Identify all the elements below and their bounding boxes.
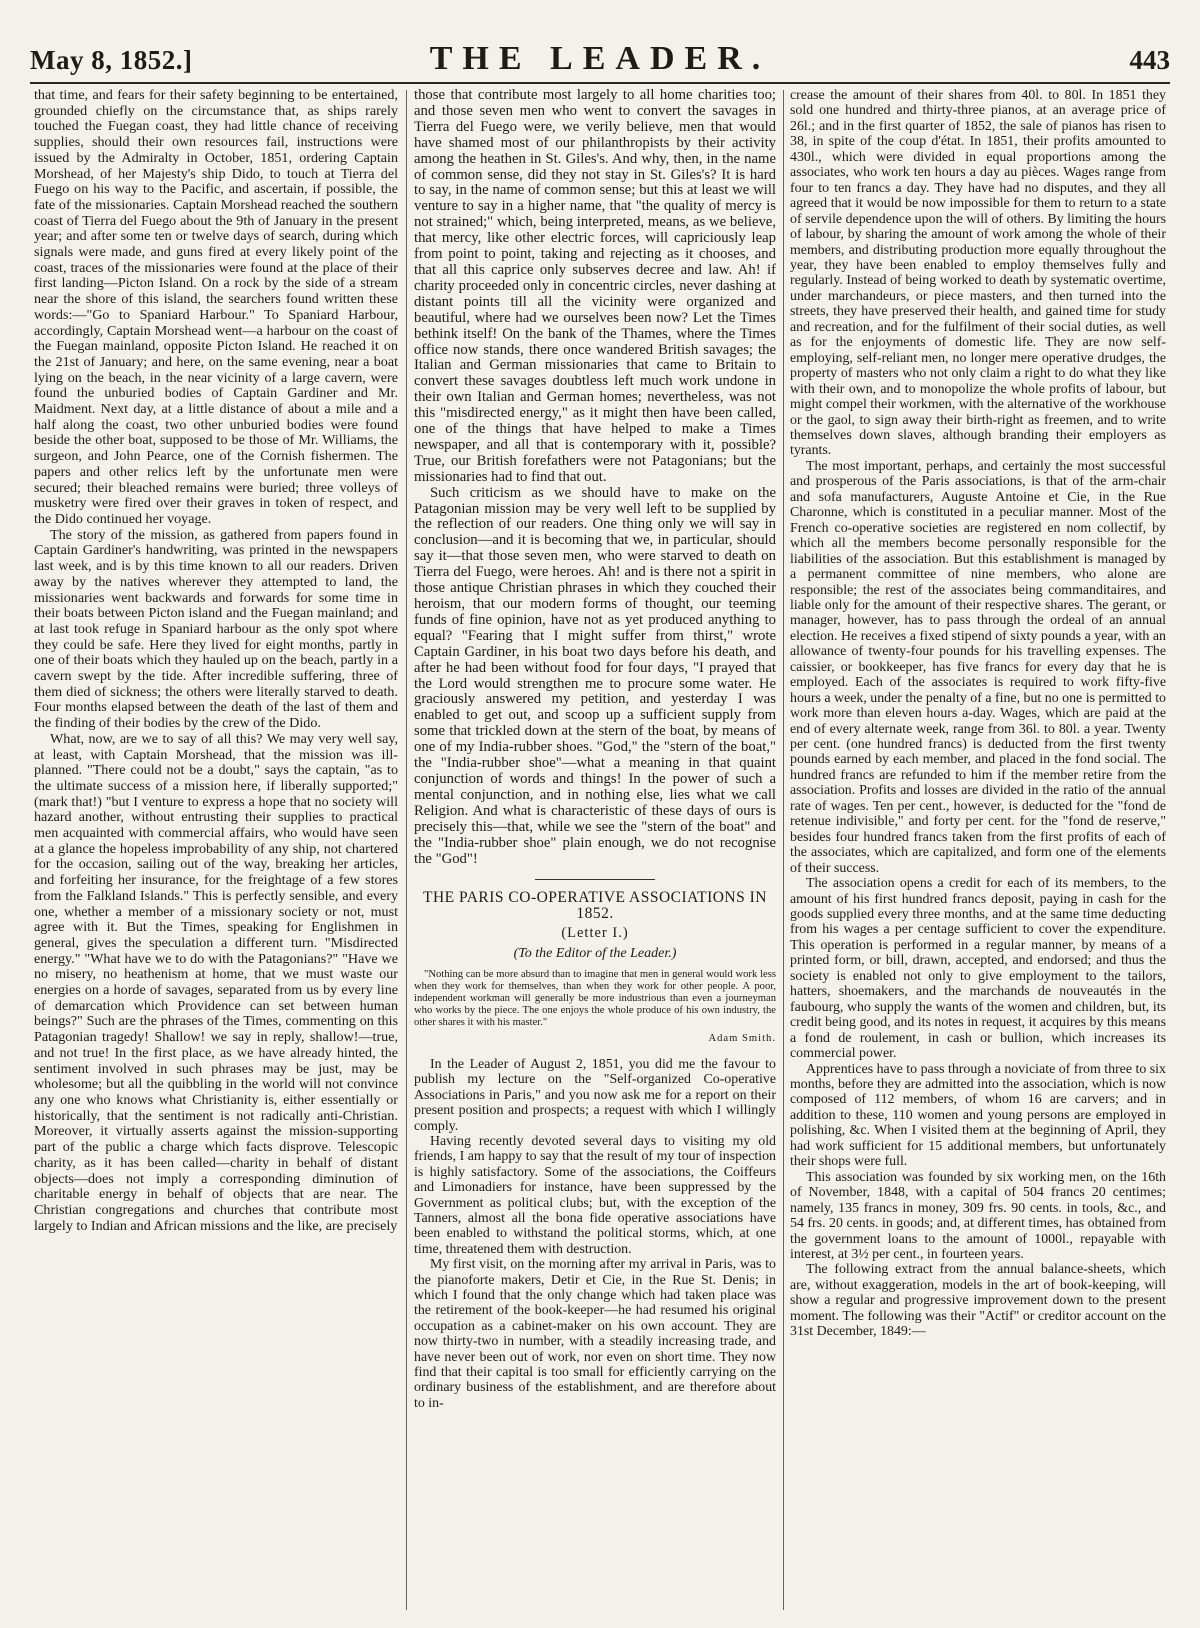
newspaper-title: THE LEADER.	[429, 40, 771, 77]
column-rule-1	[406, 90, 407, 1610]
section-divider	[535, 879, 655, 880]
addressee-line: (To the Editor of the Leader.)	[513, 945, 677, 961]
paragraph: Apprentices have to pass through a noviciate of from three to six months, before they are admitted into the association, which is now composed of 112 members, of whom 16 are carvers; and in addition to these, 110 women and young persons are employed in polishing, &c. When I visited them at the beginning of April, they had work sufficient for 15 additional members, but unfortunately their shops were full.	[790, 1061, 1166, 1170]
column-2	[414, 88, 776, 1618]
paragraph: those that contribute most largely to all home charities too; and those seven men who went to convert the savages in Tierra del Fuego were, we verily believe, men that would have shamed most of our philanthropists by their activity among the heathen in St. Giles's. And why, then, in the name of common sense, did they not stay in St. Giles's? It is hard to say, in the name of common sense; but this at least we will venture to say in a higher name, that "the quality of mercy is not strained;" which, being interpreted, means, as we believe, that mercy, like other electric forces, will capriciously leap from point to point, taking and rejecting as it chooses, and that all this caprice only subserves decree and law. Ah! if charity proceeded only in concentric circles, never dashing at distant points till all the vicinity were organized and beautiful, where had we ourselves been now? Let the Times bethink itself! On the bank of the Thames, where the Times office now stands, there once wandered British savages; the Italian and German missionaries that came to Britain to convert these savages doubtless left much work undone in their own Italian and German homes; nevertheless, was not this "misdirected energy," as it might then have been called, one of the things that have helped to make a Times newspaper, and all that is contemporary with it, possible? True, our British forefathers were not Patagonians; but the missionaries had to find that out.	[414, 88, 776, 485]
letter-body	[414, 1057, 776, 1411]
paragraph: that time, and fears for their safety beginning to be entertained, grounded chiefly on the circumstance that, as ships rarely touched the Fuegan coast, they had little chance of receiving supplies, should their own resources fail, instructions were issued by the Admiralty in October, 1851, ordering Captain Morshead, of her Majesty's ship Dido, to touch at Tierra del Fuego on his way to the Pacific, and ascertain, if possible, the fate of the missionaries. Captain Morshead reached the southern coast of Tierra del Fuego about the 9th of January in the present year; and after some ten or twelve days of search, during which signals were made, and guns fired at every likely point of the coast, traces of the missionaries were found at the place of their first landing—Picton Island. On a rock by the side of a stream near the shore of this island, the searchers found written these words:—"Go to Spaniard Harbour." To Spaniard Harbour, accordingly, Captain Morshead went—a harbour on the coast of the Fuegan mainland, opposite Picton Island. He reached it on the 21st of January; and here, on the same evening, near a boat lying on the beach, in the near vicinity of a large cavern, were found the unburied bodies of Captain Gardiner and Mr. Maidment. Next day, at a little distance of about a mile and a half along the coast, two other unburied bodies were found beside the other boat, supposed to be those of Mr. Williams, the surgeon, and John Pearce, one of the Cornish fishermen. The papers and other relics left by the unfortunate men were secured; their bleached remains were buried; three volleys of musketry were fired over their graves in token of respect, and the Dido continued her voyage.	[34, 88, 398, 527]
paragraph: crease the amount of their shares from 40l. to 80l. In 1851 they sold one hundred and thirty-three pianos, at an average price of 26l.; and in the first quarter of 1852, the sale of pianos has risen to 38, in spite of the coup d'état. In 1851, their profits amounted to 430l., which were divided in equal proportions among the associates, who work ten hours a day au pièces. Wages range from four to ten francs a day. They have had no disputes, and they all agreed that it would be now impossible for them to return to a state of servile dependence upon the will of others. By limiting the hours of labour, by sharing the amount of work among the whole of their members, and distributing production more equally throughout the year, they have been enabled to employ themselves fully and regularly. Instead of being worked to death by systematic overtime, under marchandeurs, or piece masters, and then turned into the streets, they have preserved their health, and gained time for study and recreation, and for the fulfilment of their social duties, as well as for the enjoyments of domestic life. They are now self-employing, self-reliant men, no longer mere operative drudges, the property of masters who not only claim a right to do what they like with their own, and to monopolize the whole profits of labour, but might compel their workmen, with the alternative of the workhouse or the gaol, to sign away their birth-right as freemen, and to write themselves down slaves, although branding their employers as tyrants.	[790, 88, 1166, 459]
page-number: 443	[1129, 45, 1170, 75]
column-rule-2	[783, 90, 784, 1610]
paragraph: The story of the mission, as gathered from papers found in Captain Gardiner's handwriting, was printed in the newspapers last week, and is by this time known to all our readers. Driven away by the natives wherever they attempted to land, the missionaries went backwards and forwards for some time in their boats between Picton island and the Fuegan mainland; and at last took refuge in Spaniard harbour as the only spot where they could be safe. Here they lived for eight months, partly in one of their boats which they hauled up on the beach, partly in a cavern swept by the tide. After incredible suffering, three of them died of sickness; the others were literally starved to death. Four months elapsed between the death of the last of them and the finding of their bodies by the crew of the Dido.	[34, 526, 398, 732]
article-heading: THE PARIS CO-OPERATIVE ASSOCIATIONS IN 1852.	[423, 889, 767, 923]
paragraph: My first visit, on the morning after my arrival in Paris, was to the pianoforte makers, Detir et Cie, in the Rue St. Denis; in which I found that the only change which had taken place was the retirement of the book-keeper—he had resumed his original occupation as a cabinet-maker on his own account. They are now thirty-two in number, with a steadily increasing trade, and have never been out of work, nor even on short time. They now find that their capital is too small for efficiently carrying on the ordinary business of the establishment, and are therefore about to in-	[414, 1257, 776, 1411]
letter-number: (Letter I.)	[561, 924, 629, 941]
column-2-body	[414, 88, 776, 867]
column-3	[790, 88, 1166, 1618]
epigraph-quote: "Nothing can be more absurd than to imagine that men in general would work less when they work for themselves, than when they work for other people. A poor, independent workman will generally be more industrious than even a journeyman who works by the piece. The one enjoys the whole produce of his own industry, the other shares it with his master."	[414, 969, 776, 1029]
paragraph: Such criticism as we should have to make on the Patagonian mission may be very well left to be supplied by the reflection of our readers. One thing only we will say in conclusion—and it is becoming that we, in particular, should say it—that those seven men, who were starved to death on Tierra del Fuego, were heroes. Ah! and is there not a spirit in those antique Christian phrases in which they couched their heroism, that our modern forms of thought, our teeming funds of fine opinion, have not as yet produced anything to equal? "Fearing that I might suffer from thirst," wrote Captain Gardiner, in his boat two days before his death, and after he had been without food for four days, "I prayed that the Lord would strengthen me to procure some water. He graciously answered my petition, and yesterday I was enabled to get out, and scoop up a sufficient supply from some that trickled down at the stern of the boat, by means of one of my India-rubber shoes. "God," the "stern of the boat," the "India-rubber shoe"—what a meaning in that quaint conjunction of words and things! In the power of such a mental conjunction, and in nothing else, lies what we call Religion. And what is characteristic of these days of ours is precisely this—that, while we see the "stern of the boat" and the "India-rubber shoe" plain enough, we do not recognise the "God"!	[414, 484, 776, 867]
masthead	[30, 38, 1170, 84]
paragraph: What, now, are we to say of all this? We may very well say, at least, with Captain Morshead, that the mission was ill-planned. "There could not be a doubt," says the captain, "as to the ultimate success of a mission here, if liberally supported;" (mark that!) "but I venture to express a hope that no society will hazard another, without entrusting their supplies to practical men acquainted with commercial affairs, who would have seen at a glance the hopeless improbability of any ship, not chartered for the occasion, sailing out of the way, breaking her articles, and forfeiting her insurance, for the freightage of a few stores from the Falkland Islands." This is perfectly sensible, and every one, whether a member of a missionary society or not, must agree with it. But the Times, speaking for Englishmen in general, gives the speculation a different turn. "Misdirected energy." "What have we to do with the Patagonians?" "Have we no misery, no heathenism at home, that we must waste our energies on a horde of savages, separated from us by every line of demarcation which Providence can set between human beings?" Such are the phrases of the Times, commenting on this Patagonian tragedy! Shallow! we say in reply, shallow!—true, and not true! In the first place, as we have already hinted, the sentiment involved in such phrases may be just, may be wholesome; but all the quibbling in the world will not convince any one who knows what Christianity is, either essentially or historically, that the sentiment is not radically anti-Christian. Moreover, it virtually asserts against the mission-supporting part of the public a charge which facts disprove. Telescopic charity, as it has been called—charity in behalf of distant objects—does not imply a corresponding diminution of charitable energy in behalf of objects that are near. The Christian congregations and churches that contribute most largely to Indian and African missions and the like, are precisely	[34, 730, 398, 1234]
epigraph-attribution: Adam Smith.	[708, 1033, 776, 1045]
paragraph: Having recently devoted several days to visiting my old friends, I am happy to say that the result of my tour of inspection is highly satisfactory. Some of the associations, the Coiffeurs and Limonadiers for instance, have been suppressed by the Government as political clubs; but, with the exception of the Tanners, almost all the bona fide operative associations have been enabled to withstand the political storms, which, at one time, threatened them with destruction.	[414, 1133, 776, 1257]
issue-date: May 8, 1852.]	[30, 45, 193, 75]
column-1	[34, 88, 398, 1618]
paragraph: In the Leader of August 2, 1851, you did me the favour to publish my lecture on the "Self-organized Co-operative Associations in Paris," and you now ask me for a report on their present position and prospects; a request with which I willingly comply.	[414, 1056, 776, 1134]
paragraph: The most important, perhaps, and certainly the most successful and prosperous of the Paris associations, is that of the arm-chair and sofa manufacturers, Auguste Antoine et Cie, in the Rue Charonne, which is constituted in a peculiar manner. Most of the French co-operative societies are registered en nom collectif, by which all the members become personally responsible for the liabilities of the association. But this establishment is managed by a permanent committee of nine members, who alone are responsible; the rest of the associates being commanditaires, and liable only for the amount of their respective shares. The gerant, or manager, however, has to pass through the ordeal of an annual election. He receives a fixed stipend of sixty pounds a year, with an allowance of twenty-four pounds for his travelling expenses. The caissier, or bookkeeper, has five francs for every day that he is employed. Each of the associates is required to work fifty-five hours a week, under the penalty of a fine, but no one is permitted to work more than eleven hours a-day. Wages, which are paid at the end of every alternate week, range from 36l. to 80l. a year. Twenty per cent. (one hundred francs) is deducted from the first twenty pounds earned by each member, and placed in the fond social. The hundred francs are refunded to him if the member retire from the association. Profits and losses are divided in the ratio of the annual rate of wages. Ten per cent., however, is deducted for the "fond de retenue indivisible," and forty per cent. for the "fond de reserve," besides four hundred francs taken from the first profits of each of the associates, which are capitalized, and form one of the elements of their success.	[790, 458, 1166, 876]
paragraph: This association was founded by six working men, on the 16th of November, 1848, with a capital of 504 francs 20 centimes; namely, 135 francs in money, 309 frs. 90 cents. in tools, &c., and 54 frs. 20 cents. in goods; and, at different times, has obtained from the government loans to the amount of 1000l., repayable with interest, at 3½ per cent., in fourteen years.	[790, 1169, 1166, 1262]
paragraph: The following extract from the annual balance-sheets, which are, without exaggeration, models in the art of book-keeping, will show a regular and progressive improvement down to the present moment. The following was their "Actif" or creditor account on the 31st December, 1849:—	[790, 1262, 1166, 1340]
paragraph: The association opens a credit for each of its members, to the amount of his first hundred francs deposit, paying in cash for the goods supplied every three months, and at the same time deducting from his wages a per centage sufficient to cover the expenditure. This operation is performed in a regular manner, by means of a printed form, or bill, drawn, accepted, and endorsed; and thus the society is enabled not only to give employment to the tailors, hatters, shoemakers, and the marchands de nouveautés in the faubourg, who supply the wants of the women and children, but, its credit being good, and its notes in request, it acquires by this means a fond de roulement, in cash or bullion, which increases its commercial power.	[790, 876, 1166, 1062]
